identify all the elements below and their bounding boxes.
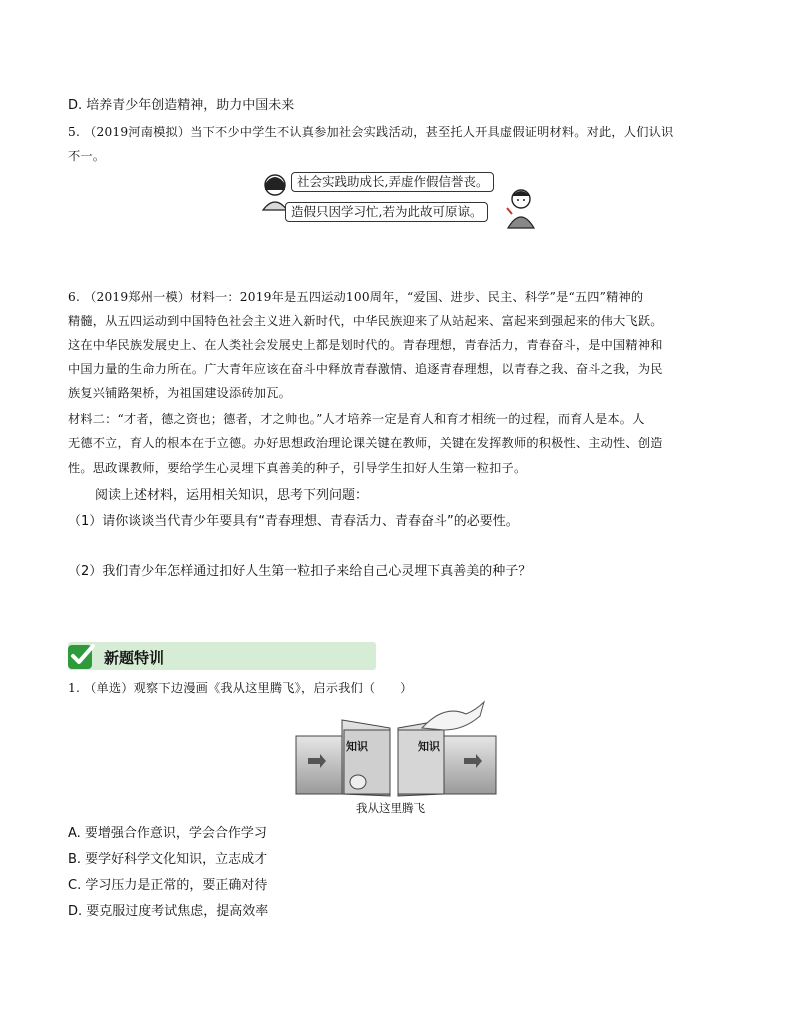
speech-bubble-boy: 造假只因学习忙,若为此故可原谅。 [285,202,488,222]
question-6-line-7: 无德不立，育人的根本在于立德。办好思想政治理论课关键在教师，关键在发挥教师的积极性、主动性、创造 [68,436,663,450]
book-label-right: 知识 [418,740,440,753]
section-title: 新题特训 [104,649,165,667]
new-question-1-stem: 1. （单选）观察下边漫画《我从这里腾飞》，启示我们（ ） [68,681,413,695]
question-4-option-d: D. 培养青少年创造精神，助力中国未来 [68,98,295,113]
question-6-line-2: 精髓，从五四运动到中国特色社会主义进入新时代，中华民族迎来了从站起来、富起来到强起来的伟大飞跃。 [68,314,663,328]
question-6-line-4: 中国力量的生命力所在。广大青年应该在奋斗中释放青春激情、追逐青春理想，以青春之我、奋斗之我，为民 [68,362,663,376]
question-6-line-6: 材料二：“才者，德之资也；德者，才之帅也。”人才培养一定是育人和育才相统一的过程，而育人是本。人 [68,412,645,426]
question-6-line-8: 性。思政课教师，要给学生心灵埋下真善美的种子，引导学生扣好人生第一粒扣子。 [68,461,527,475]
cartoon-caption: 我从这里腾飞 [356,801,425,815]
new-question-1-option-a: A. 要增强合作意识，学会合作学习 [68,826,267,841]
question-5-stem-line-2: 不一。 [68,149,106,163]
question-5-stem-line-1: 5. （2019河南模拟）当下不少中学生不认真参加社会实践活动，甚至托人开具虚假证明材料。对此，人们认识 [68,125,674,139]
question-6-line-3: 这在中华民族发展史上、在人类社会发展史上都是划时代的。青春理想，青春活力，青春奋斗，是中国精神和 [68,338,663,352]
question-6-sub-question-1: （1）请你谈谈当代青少年要具有“青春理想、青春活力、青春奋斗”的必要性。 [68,514,519,529]
question-5-cartoon [255,168,535,230]
book-label-left: 知识 [346,740,368,753]
books-illustration [294,700,500,798]
question-6-sub-question-2: （2）我们青少年怎样通过扣好人生第一粒扣子来给自己心灵埋下真善美的种子？ [68,564,532,579]
checkmark-icon [66,641,96,671]
boy-figure-icon [503,186,539,230]
new-question-1-option-d: D. 要克服过度考试焦虑，提高效率 [68,904,269,919]
new-question-1-option-c: C. 学习压力是正常的，要正确对待 [68,878,268,893]
question-6-prompt: 阅读上述材料，运用相关知识，思考下列问题： [95,488,369,503]
question-6-line-1: 6. （2019郑州一模）材料一：2019年是五四运动100周年，“爱国、进步、民主、科学”是“五四”精神的 [68,290,644,304]
question-6-line-5: 族复兴铺路架桥，为祖国建设添砖加瓦。 [68,386,291,400]
new-question-1-option-b: B. 要学好科学文化知识，立志成才 [68,852,268,867]
section-banner [68,642,376,670]
cartoon-books [294,700,500,798]
speech-bubble-girl: 社会实践助成长,弄虚作假信誉丧。 [291,172,494,192]
